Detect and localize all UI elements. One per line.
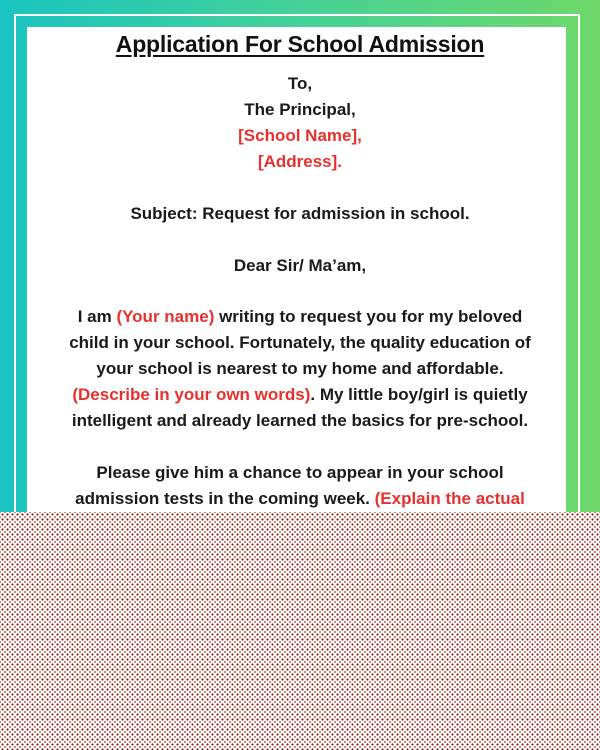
body-paragraph-2-line-2 (0, 489, 600, 509)
body-text: admission tests in the coming week. (75, 489, 375, 508)
address-placeholder: [Address]. (257, 152, 343, 171)
body-paragraph-2-line-1: Please give him a chance to appear in your school (96, 463, 504, 482)
body-paragraph-1-line-5: intelligent and already learned the basics for pre-school. (71, 411, 529, 430)
body-text: . My little boy/girl is quietly (310, 385, 528, 404)
school-name-placeholder: [School Name], (238, 126, 362, 145)
watermark-overlay-pattern (0, 512, 600, 750)
your-name-placeholder: (Your name) (116, 307, 215, 326)
letter-salutation: Dear Sir/ Ma’am, (233, 256, 367, 275)
body-paragraph-1-line-2: child in your school. Fortunately, the quality education of (69, 333, 531, 352)
explain-cause-placeholder: (Explain the actual (374, 489, 525, 508)
letter-subject: Subject: Request for admission in school. (130, 204, 470, 223)
body-paragraph-1-line-4 (0, 385, 600, 405)
letter-recipient: The Principal, (244, 100, 356, 119)
body-paragraph-1-line-1 (0, 307, 600, 327)
body-text: writing to request you for my beloved (214, 307, 523, 326)
page-title: Application For School Admission (115, 31, 485, 57)
body-text: I am (77, 307, 117, 326)
letter-to: To, (287, 74, 313, 93)
describe-placeholder: (Describe in your own words) (72, 385, 311, 404)
body-paragraph-1-line-3: your school is nearest to my home and affordable. (96, 359, 504, 378)
